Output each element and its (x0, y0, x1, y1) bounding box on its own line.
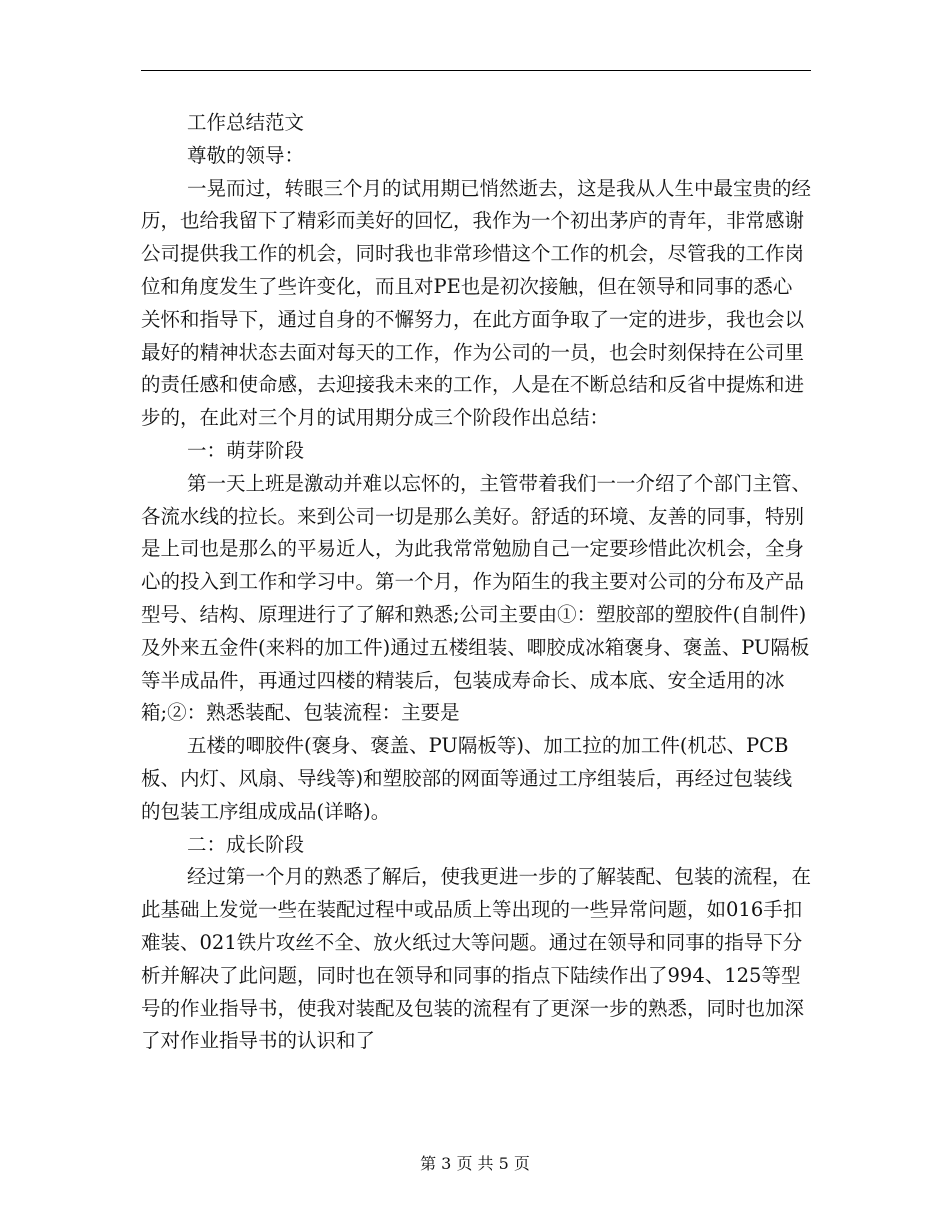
paragraph-sprout-detail: 五楼的唧胶件(褒身、褒盖、PU隔板等)、加工拉的加工件(机芯、PCB板、内灯、风扇、导线等)和塑胶部的网面等通过工序组装后，再经过包装线的包装工序组成成品(详略)。 (141, 734, 793, 823)
section-heading-sprout: 一：萌芽阶段 (187, 438, 305, 462)
document-title: 工作总结范文 (187, 111, 305, 134)
header-rule (141, 70, 811, 71)
paragraph-sprout: 第一天上班是激动并难以忘怀的，主管带着我们一一介绍了个部门主管、各流水线的拉长。来到公司一切是那么美好。舒适的环境、友善的同事，特别是上司也是那么的平易近人，为此我常常勉励自己一定要珍惜此次机会，全身心的投入到工作和学习中。第一个月，作为陌生的我主要对公司的分布及产品型号、结构、原理进行了了解和熟悉;公司主要由①：塑胶部的塑胶件(自制件)及外来五金件(来料的加工件)通过五楼组装、唧胶成冰箱褒身、褒盖、PU隔板等半成品件，再通过四楼的精装后，包装成寿命长、成本底、安全适用的冰箱;②：熟悉装配、包装流程：主要是 (141, 471, 812, 725)
page-footer: 第 3 页 共 5 页 (420, 1154, 530, 1173)
paragraph-intro: 一晃而过，转眼三个月的试用期已悄然逝去，这是我从人生中最宝贵的经历，也给我留下了精彩而美好的回忆，我作为一个初出茅庐的青年，非常感谢公司提供我工作的机会，同时我也非常珍惜这个工作的机会，尽管我的工作岗位和角度发生了些许变化，而且对PE也是初次接触，但在领导和同事的悉心关怀和指导下，通过自身的不懈努力，在此方面争取了一定的进步，我也会以最好的精神状态去面对每天的工作，作为公司的一员，也会时刻保持在公司里的责任感和使命感，去迎接我未来的工作，人是在不断总结和反省中提炼和进步的，在此对三个月的试用期分成三个阶段作出总结： (141, 176, 812, 430)
section-heading-growth: 二：成长阶段 (187, 832, 305, 856)
salutation: 尊敬的领导： (187, 143, 305, 167)
paragraph-growth: 经过第一个月的熟悉了解后，使我更进一步的了解装配、包装的流程，在此基础上发觉一些在装配过程中或品质上等出现的一些异常问题，如016手扣难装、021铁片攻丝不全、放火纸过大等问题。通过在领导和同事的指导下分析并解决了此问题，同时也在领导和同事的指点下陆续作出了994、125等型号的作业指导书，使我对装配及包装的流程有了更深一步的熟悉，同时也加深了对作业指导书的认识和了 (141, 865, 812, 1053)
document-body (141, 107, 811, 1058)
